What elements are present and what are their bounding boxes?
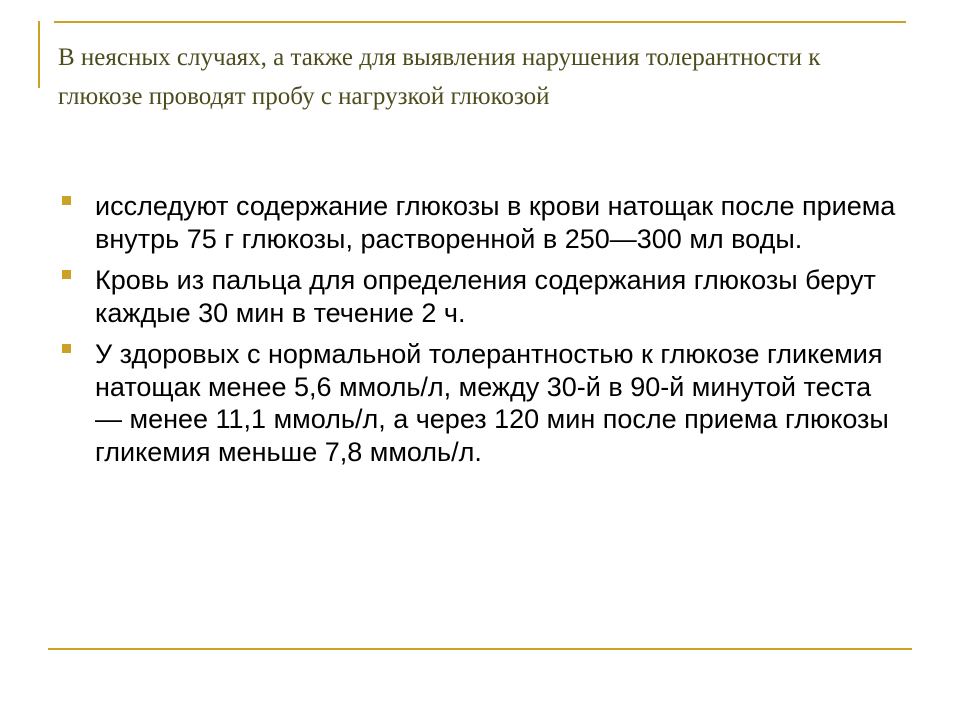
bottom-divider-line bbox=[48, 648, 912, 650]
bullet-item bbox=[62, 264, 902, 329]
left-accent-line bbox=[38, 21, 40, 88]
slide-title: В неясных случаях, а также для выявления нарушения толерантности к глюкозе проводят пробу с нагрузкой глюкозой bbox=[58, 44, 821, 110]
bullet-text: Кровь из пальца для определения содержания глюкозы берут каждые 30 мин в течение 2 ч. bbox=[95, 265, 876, 328]
bullet-list bbox=[62, 190, 902, 477]
square-bullet-icon bbox=[62, 344, 71, 353]
bullet-text: исследуют содержание глюкозы в крови натощак после приема внутрь 75 г глюкозы, растворенной в 250—300 мл воды. bbox=[95, 191, 896, 254]
square-bullet-icon bbox=[62, 270, 71, 279]
square-bullet-icon bbox=[62, 196, 71, 205]
bullet-item bbox=[62, 190, 902, 255]
top-divider-line bbox=[54, 21, 906, 23]
bullet-text: У здоровых с нормальной толерантностью к глюкозе гликемия натощак менее 5,6 ммоль/л, между 30-й в 90-й минутой теста — менее 11,1 ммоль/л, а через 120 мин после приема глюкозы гликемия меньше 7,8 ммоль/л. bbox=[95, 339, 889, 467]
bullet-item bbox=[62, 338, 902, 468]
